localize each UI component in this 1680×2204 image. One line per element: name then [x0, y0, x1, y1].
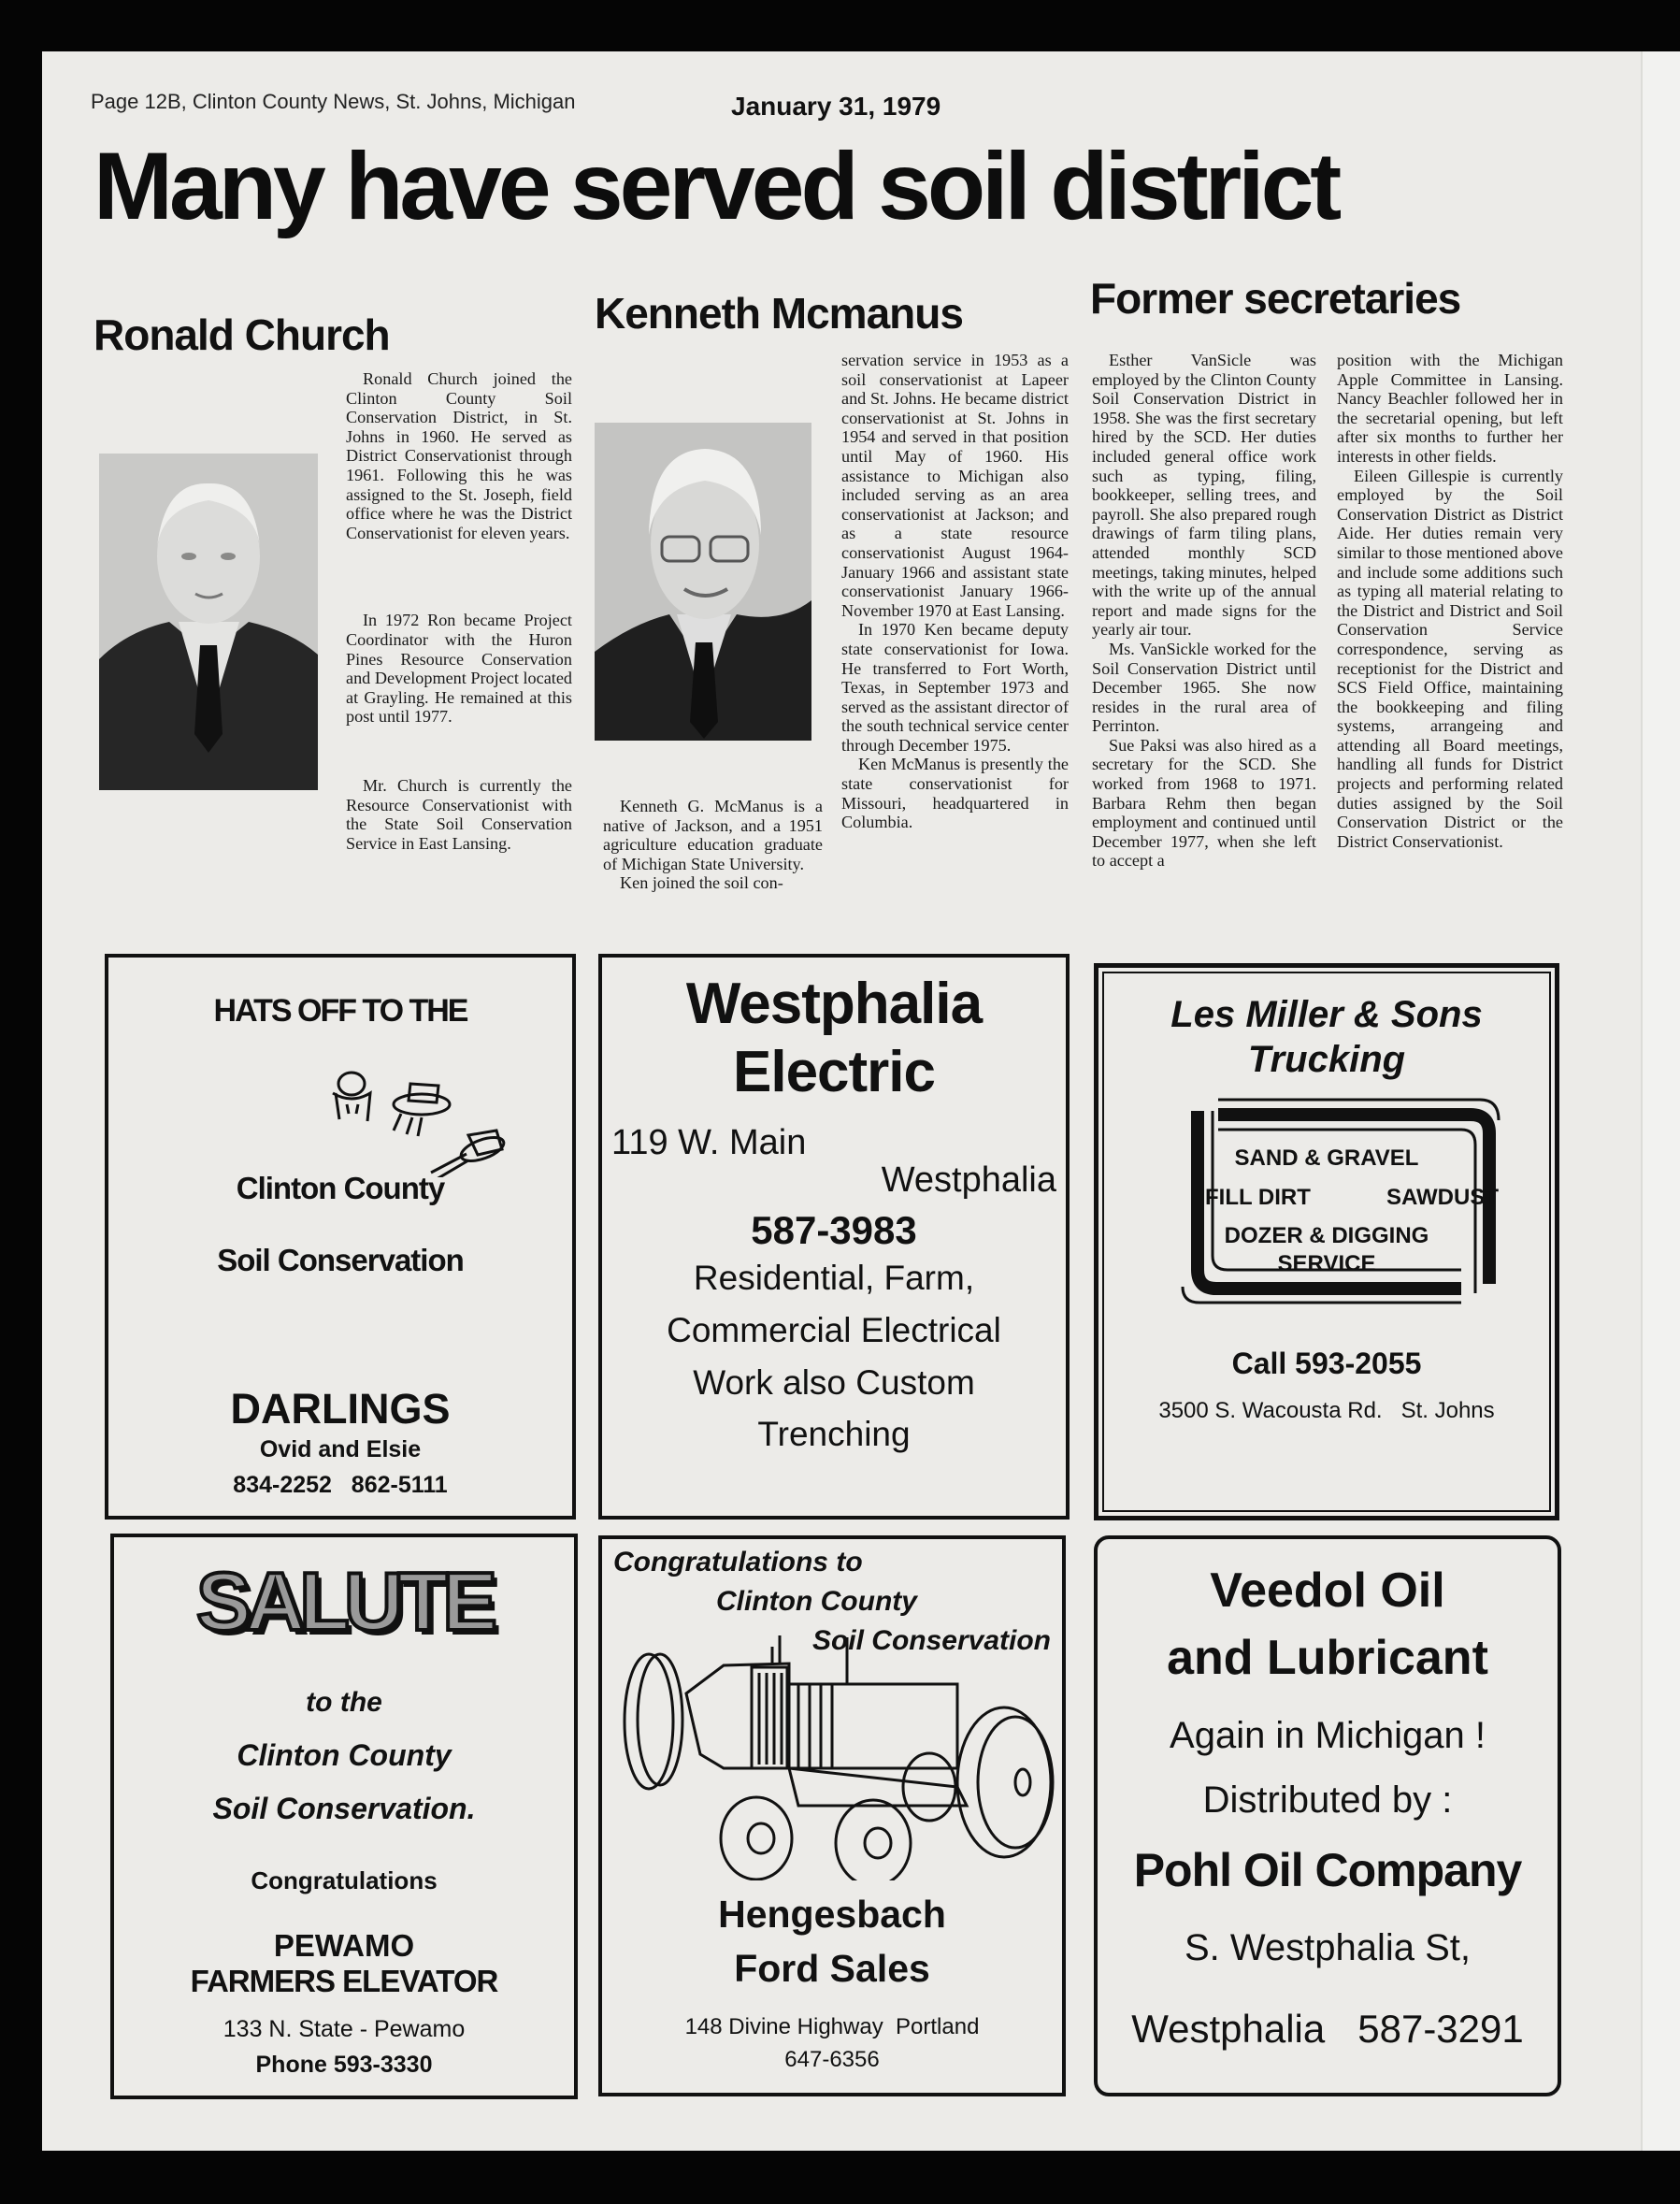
ad-city: Westphalia: [881, 1160, 1056, 1200]
secretaries-paragraph: position with the Michigan Apple Committee in Lansing. Nancy Beachler followed her in the secretarial opening, but left after six months to further her interests in other fields.: [1337, 351, 1563, 466]
kenneth-paragraph: Ken joined the soil con-: [620, 873, 783, 893]
ad-phone: 834-2252 862-5111: [233, 1472, 448, 1498]
ad-darlings: [105, 954, 576, 1520]
ad-les-miller-trucking: [1094, 963, 1559, 1520]
secretaries-column-b: [1337, 351, 1563, 851]
ad-service: SAWDUST: [1386, 1185, 1499, 1210]
ronald-paragraph: Mr. Church is currently the Resource Conservationist with the State Soil Conservation Service in East Lansing.: [346, 775, 572, 853]
ad-phone: Phone 593-3330: [255, 2052, 433, 2078]
ad-phone: 587-3983: [751, 1208, 917, 1252]
ad-address: 3500 S. Wacousta Rd. St. Johns: [1158, 1398, 1495, 1423]
ad-line: and Lubricant: [1167, 1631, 1488, 1685]
ad-business-name: Trucking: [1247, 1039, 1406, 1080]
ad-business-name: Electric: [732, 1040, 936, 1104]
ad-address: 148 Divine Highway Portland: [684, 2014, 980, 2039]
ad-line: Congratulations to: [613, 1547, 863, 1577]
ad-business-name: DARLINGS: [230, 1385, 451, 1433]
photo-ronald-church: [99, 454, 318, 790]
ad-phone: 647-6356: [784, 2047, 880, 2072]
ad-phone: Call 593-2055: [1231, 1347, 1422, 1380]
secretaries-paragraph: Ms. VanSickle worked for the Soil Conservation District until December 1965. She now resides in the rural area of Perrinton.: [1092, 639, 1316, 736]
ad-service: DOZER & DIGGING: [1224, 1223, 1429, 1248]
ad-line: Clinton County: [237, 1738, 452, 1772]
ad-line: Residential, Farm,: [693, 1259, 975, 1297]
secretaries-paragraph: Eileen Gillespie is currently employed by the Soil Conservation District as District Aide. Her duties remain very similar to those mentioned above and include some additions such as typing all material relating to the District and District and Soil Conservation Service correspondence, serving as receptionist for the District and SCS Field Office, maintaining the bookkeeping and filing systems, arrangeing and attending all Board meetings, handling all funds for District projects and performing related duties assigned by the Soil Conservation District or the District Conservationist.: [1337, 466, 1563, 851]
ad-towns: Ovid and Elsie: [259, 1436, 422, 1462]
ad-pewamo-farmers-elevator: [110, 1534, 578, 2099]
tractor-illustration-icon: [611, 1628, 1060, 1880]
ad-line: Soil Conservation: [217, 1243, 464, 1277]
ad-phone: Westphalia 587-3291: [1131, 2007, 1524, 2051]
ad-business-name: Pohl Oil Company: [1133, 1844, 1522, 1896]
flying-hats-icon: [328, 1065, 515, 1177]
ad-line: Veedol Oil: [1210, 1563, 1445, 1618]
kenneth-paragraph: servation service in 1953 as a soil conservationist at Lapeer and St. Johns. He became district conservationist at St. Johns in 1954 and served in that position until May of 1960. His assistance to Michigan also included serving as an area conservationist at Jackson; and as a state resource conservationist August 1964-January 1966 and assistant state conservationist January 1966-November 1970 at East Lansing.: [841, 351, 1069, 620]
secretaries-paragraph: Esther VanSicle was employed by the Clinton County Soil Conservation District in 1958. She was the first secretary hired by the SCD. Her duties included general office work such as typing, filing, bookkeeper, selling trees, and payroll. She also prepared rough drawings of farm tiling plans, attended monthly SCD meetings, taking minutes, helped with the write up of the annual report and made signs for the yearly air tour.: [1092, 351, 1316, 640]
ad-line: to the: [306, 1687, 382, 1718]
ad-line: Commercial Electrical: [667, 1311, 1001, 1349]
secretaries-paragraph: Sue Paksi was also hired as a secretary for the SCD. She worked from 1968 to 1971. Barbara Rehm then began employment and continued until December 1977, when she left to accept a: [1092, 735, 1316, 871]
ad-business-name: Ford Sales: [734, 1947, 930, 1990]
ad-business-name: Westphalia: [685, 972, 983, 1036]
heading-former-secretaries: Former secretaries: [1090, 274, 1461, 323]
ad-service: SERVICE: [1277, 1251, 1376, 1276]
ad-line: Clinton County: [236, 1171, 445, 1205]
headline: Many have served soil district: [93, 133, 1339, 239]
heading-kenneth-mcmanus: Kenneth Mcmanus: [595, 289, 963, 338]
ad-business-name: Hengesbach: [718, 1893, 946, 1936]
ad-hengesbach-ford-sales: [598, 1535, 1066, 2096]
kenneth-paragraph: Kenneth G. McManus is a native of Jackson, and a 1951 agriculture education graduate of Michigan State University.: [603, 797, 823, 873]
ad-westphalia-electric: [598, 954, 1070, 1520]
ad-line: Soil Conservation: [811, 1625, 1051, 1656]
ad-business-name: Les Miller & Sons: [1170, 994, 1483, 1035]
issue-date: January 31, 1979: [731, 92, 941, 121]
masthead: Page 12B, Clinton County News, St. Johns, Michigan: [91, 90, 576, 113]
photo-kenneth-mcmanus: [595, 423, 811, 741]
secretaries-column-a: [1092, 351, 1316, 871]
ad-address: S. Westphalia St,: [1184, 1927, 1472, 1968]
ad-business-name: PEWAMO: [273, 1928, 415, 1963]
kenneth-column-a: [603, 797, 823, 893]
ad-service: FILL DIRT: [1205, 1185, 1311, 1210]
kenneth-paragraph: In 1970 Ken became deputy state conservationist for Iowa. He transferred to Fort Worth, Texas, in September 1973 and served as the assistant director of the south technical service center through December 1975.: [841, 620, 1069, 755]
ad-line: Trenching: [757, 1415, 911, 1453]
ad-salute-logo: SALUTE: [196, 1555, 492, 1648]
ad-headline: HATS OFF TO THE: [213, 993, 467, 1029]
ad-line: Soil Conservation.: [212, 1792, 476, 1825]
ronald-paragraph: In 1972 Ron became Project Coordinator with the Huron Pines Resource Conservation and Development Project located at Grayling. He remained at this post until 1977.: [346, 611, 572, 727]
ad-line: Clinton County: [716, 1586, 917, 1617]
ronald-paragraph: Ronald Church joined the Clinton County Soil Conservation District, in St. Johns in 1960. He served as District Conservationist through 1961. Following this he was assigned to the St. Joseph, field office where he was the District Conservationist for eleven years.: [346, 369, 572, 542]
kenneth-column-b: [841, 351, 1069, 832]
ad-address: 133 N. State - Pewamo: [223, 2016, 466, 2042]
ad-street: 119 W. Main: [611, 1123, 807, 1162]
page-fold-edge: [1641, 51, 1680, 2151]
heading-ronald-church: Ronald Church: [93, 310, 390, 359]
ad-line: Work also Custom: [693, 1363, 975, 1402]
ronald-column: [346, 369, 572, 853]
ad-line: Distributed by :: [1202, 1779, 1453, 1821]
ad-service: SAND & GRAVEL: [1234, 1145, 1419, 1171]
ad-line: Congratulations: [251, 1866, 438, 1894]
kenneth-paragraph: Ken McManus is presently the state conservationist for Missouri, headquartered in Columbia.: [841, 755, 1069, 832]
ad-line: Again in Michigan !: [1170, 1715, 1486, 1756]
ad-pohl-oil-company: [1094, 1535, 1561, 2096]
ad-business-name: FARMERS ELEVATOR: [190, 1964, 498, 1998]
